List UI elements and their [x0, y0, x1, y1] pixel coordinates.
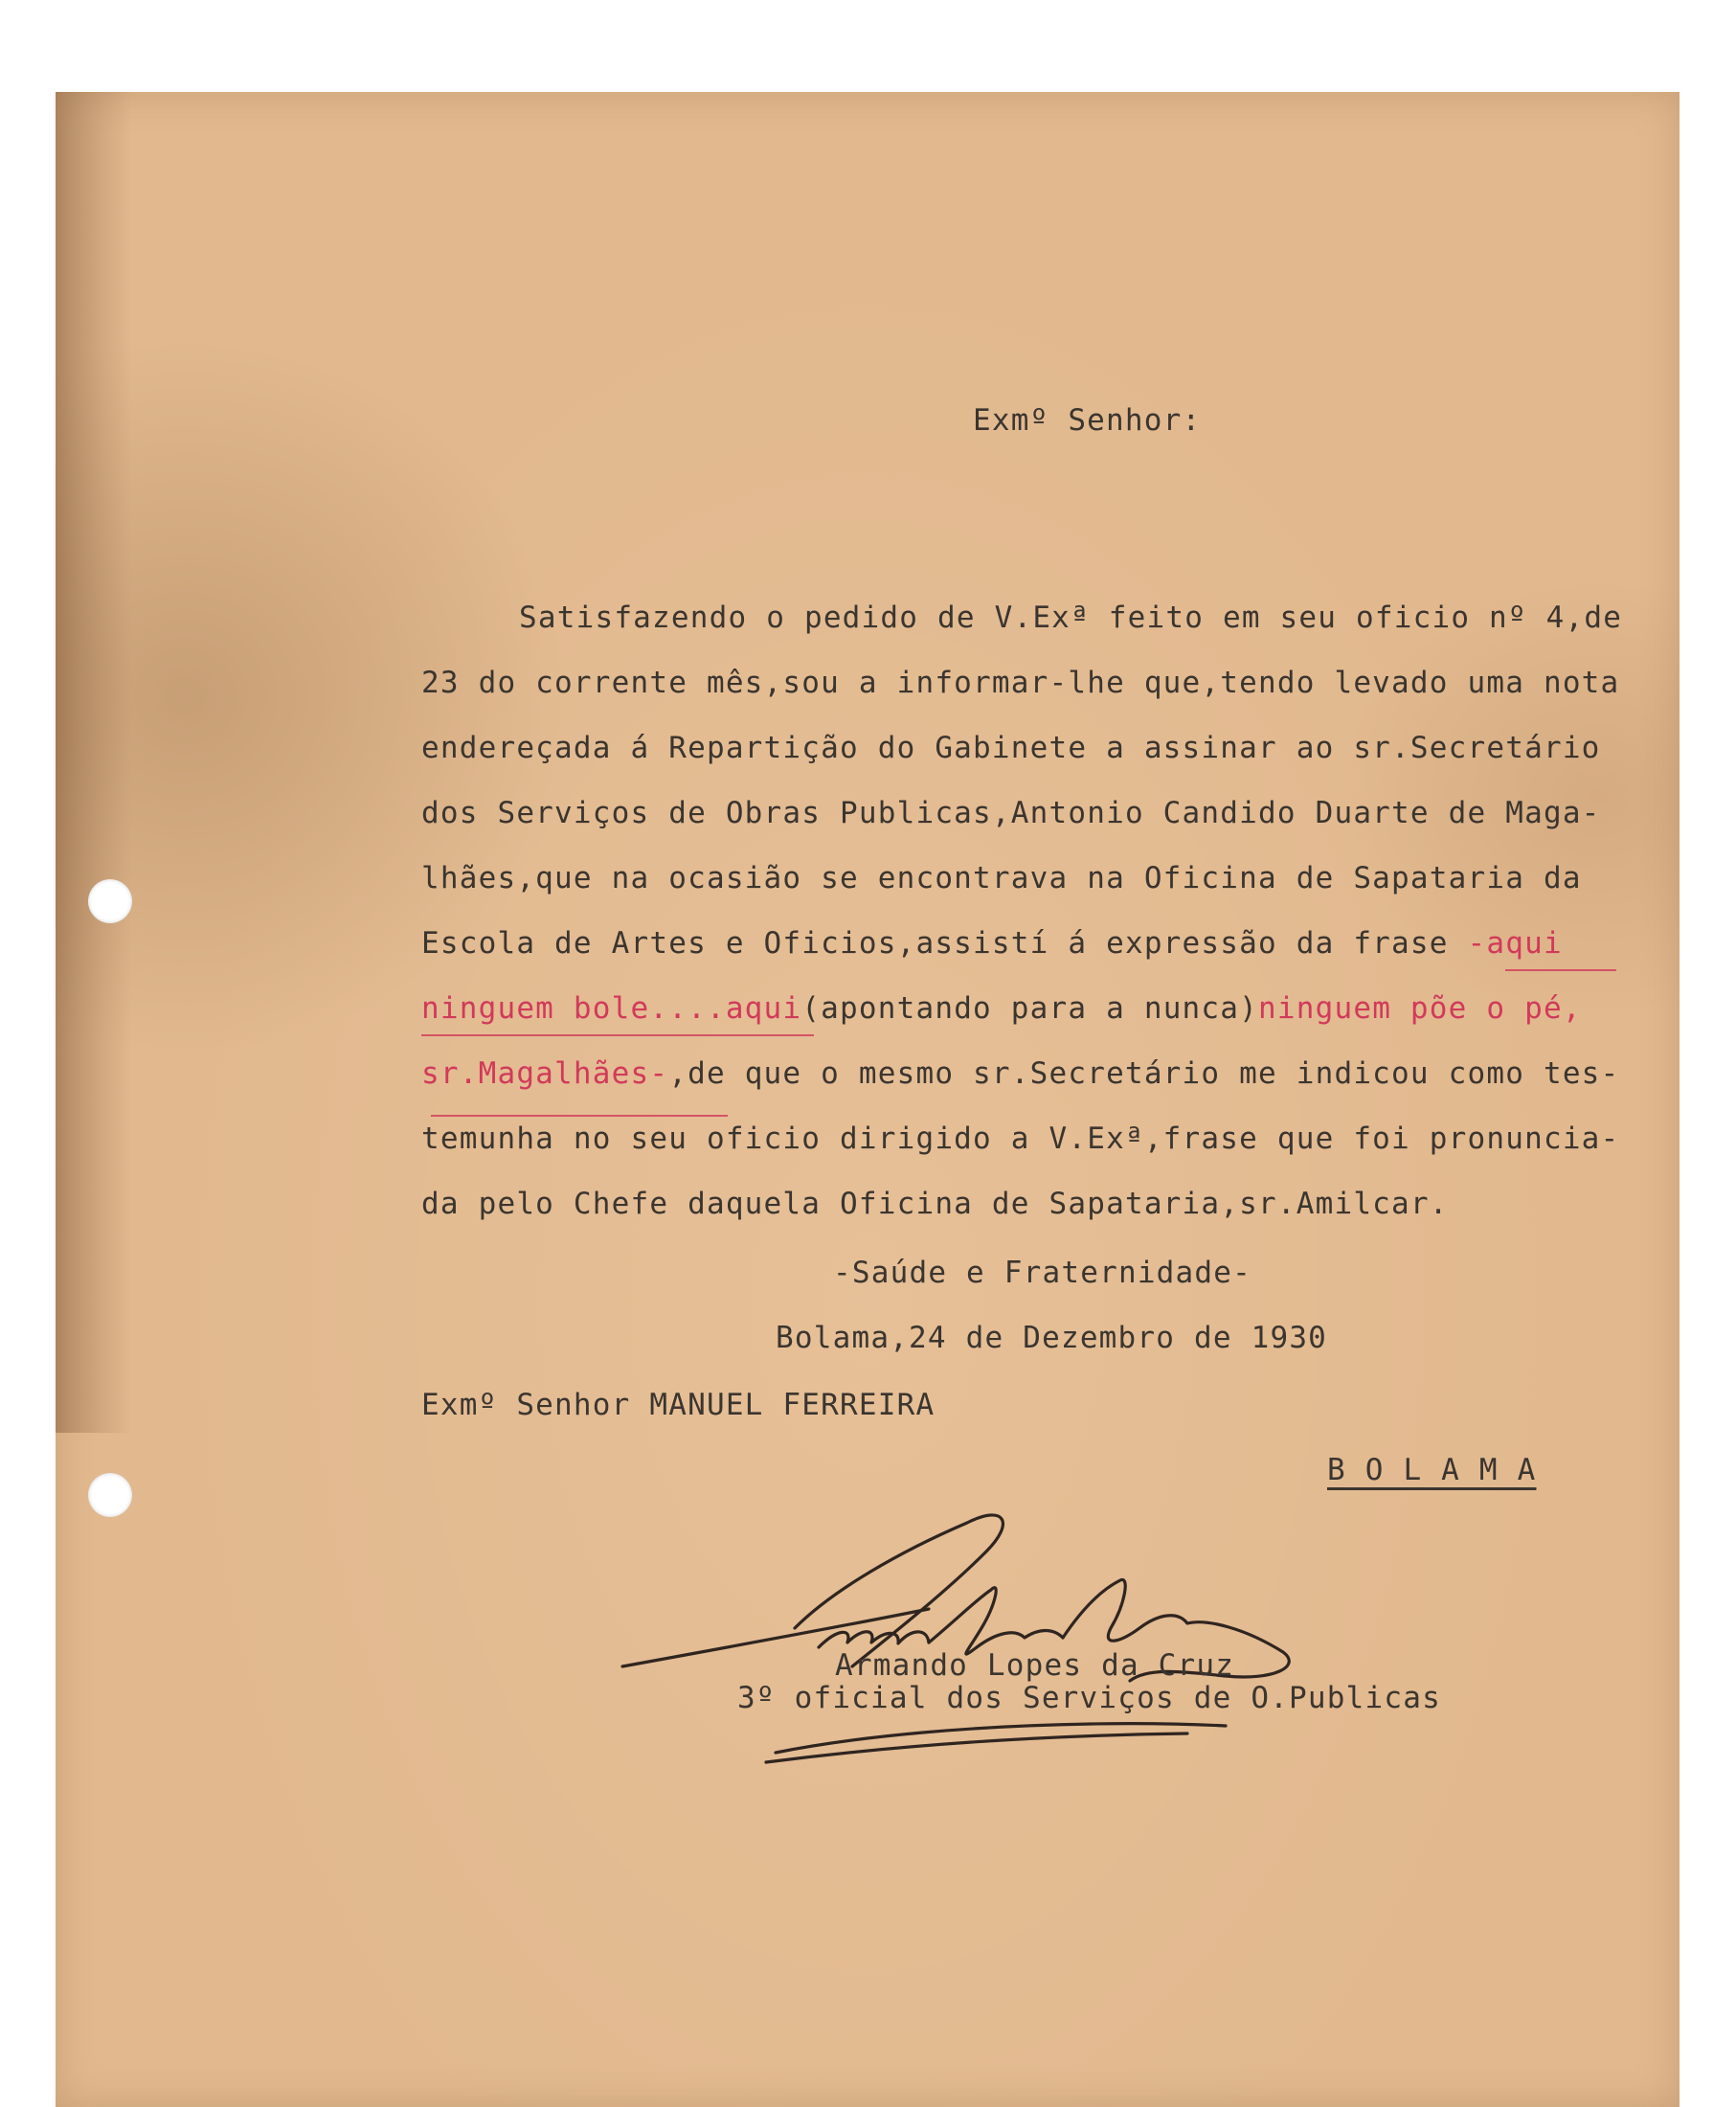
addressee: Exmº Senhor MANUEL FERREIRA [421, 1388, 936, 1422]
city-name: B O L A M A [1327, 1453, 1537, 1487]
punch-hole-upper [88, 879, 132, 923]
closing-greeting: -Saúde e Fraternidade- [833, 1256, 1251, 1290]
body-line-10: da pelo Chefe daquela Oficina de Sapataria,sr.Amilcar. [421, 1187, 1449, 1221]
red-underline-2 [421, 1034, 814, 1036]
body-line-7 [421, 991, 1582, 1026]
body-line-8-plain: ,de que o mesmo sr.Secretário me indicou como tes- [668, 1056, 1620, 1091]
handwritten-signature [613, 1484, 1398, 1791]
date-line: Bolama,24 de Dezembro de 1930 [776, 1321, 1328, 1355]
body-line-2: 23 do corrente mês,sou a informar-lhe que,tendo levado uma nota [421, 666, 1620, 700]
body-line-3: endereçada á Repartição do Gabinete a assinar ao sr.Secretário [421, 731, 1601, 765]
paper-sheet [56, 92, 1680, 2107]
signer-title: 3º oficial dos Serviços de O.Publicas [737, 1681, 1441, 1715]
body-line-6 [421, 926, 1563, 961]
red-underline-1 [1505, 969, 1616, 971]
quoted-phrase-part-1: ninguem bole....aqui [421, 991, 802, 1026]
punch-hole-lower [88, 1473, 132, 1517]
red-underline-3 [431, 1115, 728, 1117]
body-line-9: temunha no seu oficio dirigido a V.Exª,frase que foi pronuncia- [421, 1121, 1620, 1156]
body-line-4: dos Serviços de Obras Publicas,Antonio Candido Duarte de Maga- [421, 796, 1601, 830]
body-line-7-plain: (apontando para a nunca) [801, 991, 1259, 1026]
body-line-8 [421, 1056, 1620, 1091]
body-line-5: lhães,que na ocasião se encontrava na Oficina de Sapataria da [421, 861, 1582, 895]
quoted-phrase-start: -aqui [1467, 926, 1563, 961]
salutation: Exmº Senhor: [973, 403, 1202, 438]
body-line-1: Satisfazendo o pedido de V.Exª feito em seu oficio nº 4,de [519, 600, 1623, 635]
signer-name: Armando Lopes da Cruz [835, 1648, 1235, 1683]
paper-edge-wear [56, 92, 132, 1433]
body-line-6-plain: Escola de Artes e Oficios,assistí á expressão da frase [421, 926, 1468, 961]
quoted-phrase-end: sr.Magalhães- [421, 1056, 669, 1091]
quoted-phrase-part-2: ninguem põe o pé, [1258, 991, 1582, 1026]
